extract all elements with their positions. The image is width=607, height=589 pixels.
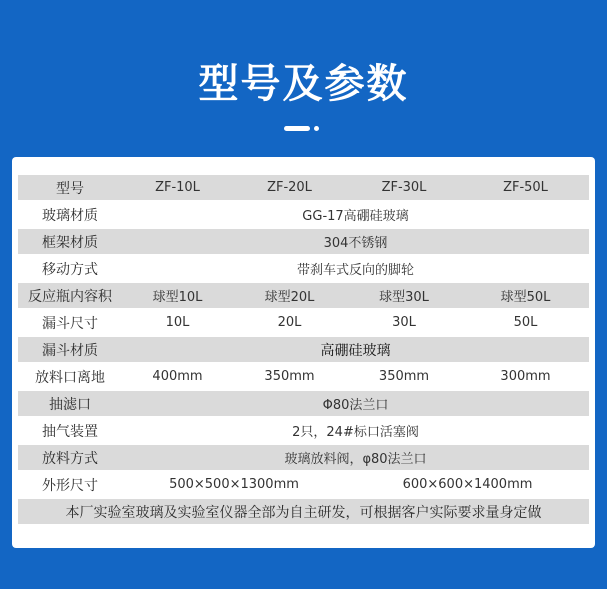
row-label: 抽气装置 (42, 423, 98, 440)
table-cell: 2只，24#标口活塞阀 (292, 425, 419, 440)
table-row-glass-material (18, 202, 589, 227)
table-cell: 玻璃放料阀，φ80法兰口 (122, 445, 589, 470)
row-label: 抽滤口 (18, 391, 122, 416)
row-label: 框架材质 (18, 229, 122, 254)
table-cell: ZF-20L (233, 175, 346, 200)
table-row-funnel-size (18, 310, 589, 335)
table-cell: 300mm (500, 369, 551, 384)
table-cell: Φ80法兰口 (122, 391, 589, 416)
table-cell: 500×500×1300mm (169, 477, 299, 492)
table-cell: 400mm (152, 369, 203, 384)
table-cell: 30L (392, 315, 416, 330)
table-row-funnel-material (18, 337, 589, 362)
table-cell: 带刹车式反向的脚轮 (296, 263, 414, 278)
table-row-movement (18, 256, 589, 281)
table-cell: 球型30L (346, 283, 462, 308)
table-cell: 350mm (378, 369, 430, 384)
table-row-footnote (18, 499, 589, 524)
table-cell: 球型20L (233, 283, 346, 308)
table-cell: 高硼硅玻璃 (122, 337, 589, 362)
row-label: 型号 (18, 175, 122, 200)
row-label: 放料口离地 (35, 369, 105, 386)
table-cell: 350mm (264, 369, 315, 384)
row-label: 反应瓶内容积 (18, 283, 122, 308)
table-row-filter-port (18, 391, 589, 416)
table-row-model (18, 175, 589, 200)
table-row-frame-material (18, 229, 589, 254)
table-cell: 球型10L (122, 283, 233, 308)
table-row-vacuum-device (18, 418, 589, 443)
spec-table (18, 173, 589, 526)
row-label: 移动方式 (42, 261, 98, 278)
table-cell: 600×600×1400mm (402, 477, 533, 492)
table-cell: ZF-30L (346, 175, 462, 200)
row-label: 外形尺寸 (42, 477, 98, 494)
row-label: 放料方式 (18, 445, 122, 470)
table-row-reactor-volume (18, 283, 589, 308)
table-cell: 球型50L (462, 283, 589, 308)
footnote-text: 本厂实验室玻璃及实验室仪器全部为自主研发，可根据客户实际要求量身定做 (18, 499, 589, 524)
row-label: 玻璃材质 (42, 207, 98, 224)
table-cell: 10L (165, 315, 190, 330)
row-label: 漏斗尺寸 (42, 315, 98, 332)
table-row-outlet-height (18, 364, 589, 389)
page-title: 型号及参数 (198, 61, 409, 107)
table-cell: 304不锈钢 (122, 229, 589, 254)
row-label: 漏斗材质 (18, 337, 122, 362)
table-cell: 50L (513, 315, 538, 330)
spec-card (12, 157, 595, 548)
table-cell: ZF-10L (122, 175, 233, 200)
table-cell: GG-17高硼硅玻璃 (302, 209, 409, 224)
table-row-discharge-method (18, 445, 589, 470)
table-cell: 20L (277, 315, 302, 330)
table-row-dimensions (18, 472, 589, 497)
table-cell: ZF-50L (462, 175, 589, 200)
